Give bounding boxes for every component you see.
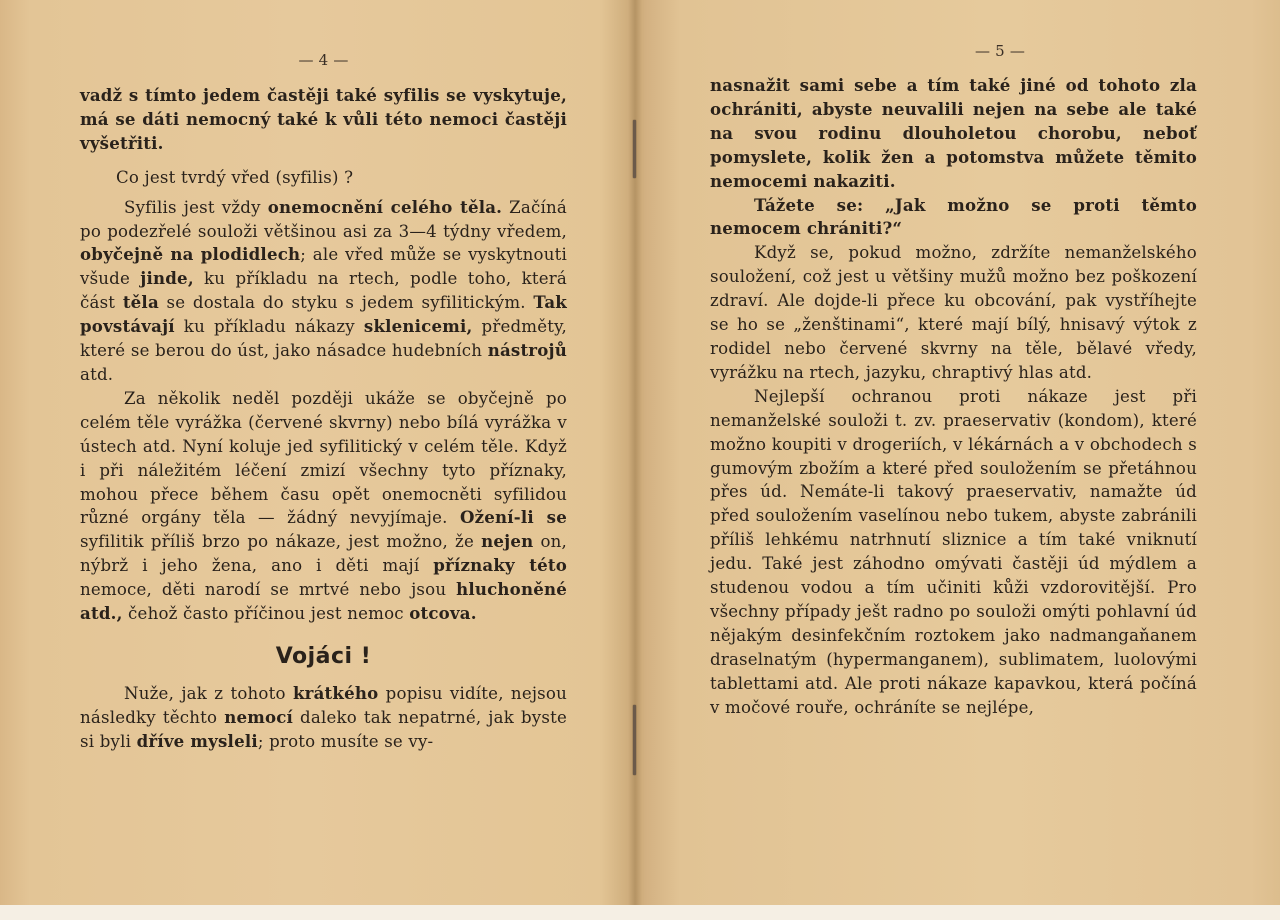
- bold-text: dříve mysleli: [136, 730, 258, 751]
- left-page: [80, 50, 567, 754]
- text: atd.: [80, 364, 114, 384]
- text: Začíná po podezřelé souloži většinou asi za 3—4 týdny vředem,: [80, 197, 567, 241]
- left-page-text: [80, 84, 567, 754]
- section-heading: [80, 642, 567, 672]
- text: se dostala do styku s jedem syfilitickým.: [158, 293, 534, 313]
- bold-text: nemocí: [224, 706, 294, 727]
- bold-text: sklenicemi,: [363, 316, 473, 337]
- text: předměty, které se berou do úst, jako násadce hudebních: [80, 317, 567, 361]
- text: syfilitik příliš brzo po nákaze, jest možno, že: [80, 532, 482, 552]
- bold-text: nasnažit sami sebe a tím také jiné od tohoto zla ochrániti, abyste neuvalili nejen na sebe ale také na svou rodinu dlouholetou chorobu, neboť pomyslete, kolik žen a potomstva můžete těmito nemocemi nakaziti.: [710, 75, 1197, 191]
- page-number: — 5 —: [975, 42, 1026, 60]
- bold-text: příznaky této: [433, 555, 567, 576]
- question-heading: [80, 166, 567, 190]
- paragraph: [710, 241, 1197, 384]
- bold-text: Tak povstávají: [80, 292, 567, 337]
- bold-text: otcova.: [409, 603, 477, 624]
- paragraph: [710, 74, 1197, 194]
- bold-text: těla: [122, 292, 159, 313]
- text: ku příkladu nákazy: [174, 317, 364, 337]
- text: Syfilis jest vždy: [124, 197, 268, 217]
- text: Za několik neděl později ukáže se obyčejně po celém těle vyrážka (červené skvrny) nebo bílá vyrážka v ústech atd. Nyní koluje jed syfilitický v celém těle. Když i při náležitém léčení zmizí všechny tyto příznaky, mohou přece během času opět onemocněti syfilidou různé orgány těla — žádný nevyjímaje.: [80, 388, 567, 528]
- staple-bottom: [633, 705, 636, 775]
- page-number: — 4 —: [298, 51, 349, 69]
- paragraph: [80, 196, 567, 387]
- paragraph: [80, 84, 567, 156]
- bold-text: hluchoněné atd.,: [80, 579, 567, 624]
- paragraph: [80, 387, 567, 626]
- bold-text: vadž s tímto jedem častěji také syfilis se vyskytuje, má se dáti nemocný také k vůli této nemoci častěji vyšetřiti.: [80, 85, 567, 153]
- text: ku příkladu na rtech, podle toho, která část: [80, 269, 567, 313]
- bold-text: Tážete se: „Jak možno se proti těmto nemocem chrániti?“: [710, 194, 1197, 239]
- bold-text: Ožení-li se: [459, 507, 567, 528]
- right-page: [710, 42, 1197, 719]
- text: Nejlepší ochranou proti nákaze jest při nemanželské souloži t. zv. praeservativ (kondom), které možno koupiti v drogeriích, v lékárnách a v obchodech s gumovým zbožím a které před souložením se přetáhnou přes úd. Nemáte-li takový praeservativ, namažte úd před souložením vaselínou nebo tukem, abyste zabránili příliš lehkému natrhnutí sliznice a tím také vniknutí jedu. Také jest záhodno omývati častěji úd mýdlem a studenou vodou a tím učiniti kůži vzdorovitější. Pro všechny případy ješt radno po souloži omýti pohlavní úd nějakým desinfekčním roztokem jako nadmangaňanem draselnatým (hypermanganem), sublimatem, luolovými tablettami atd. Ale proti nákaze kapavkou, která počíná v močové rouře, ochráníte se nejlépe,: [710, 386, 1197, 717]
- text: nemoce, děti narodí se mrtvé nebo jsou: [80, 580, 457, 600]
- bold-text: onemocnění celého těla.: [267, 196, 503, 217]
- text: čehož často příčinou jest nemoc: [122, 604, 410, 624]
- text: ; ale vřed může se vyskytnouti všude: [80, 245, 567, 289]
- text: daleko tak nepatrné, jak byste si byli: [80, 707, 567, 751]
- text: Co jest tvrdý vřed (syfilis) ?: [116, 167, 354, 187]
- text: ; proto musíte se vy-: [257, 731, 434, 751]
- text: Když se, pokud možno, zdržíte nemanželského souložení, což jest u většiny mužů možno bez poškození zdraví. Ale dojde-li přece ku obcování, pak vystříhejte se ho se „ženštinami“, které mají bílý, hnisavý výtok z rodidel nebo červené skvrny na těle, bělavé vředy, vyrážku na rtech, jazyku, chraptivý hlas atd.: [710, 243, 1197, 382]
- text: Nuže, jak z tohoto: [124, 683, 293, 703]
- paragraph: [710, 194, 1197, 242]
- bold-text: nástrojů: [487, 340, 567, 361]
- staple-top: [633, 120, 636, 178]
- right-page-text: [710, 74, 1197, 719]
- bold-text: jinde,: [140, 268, 194, 289]
- text: popisu vidíte, nejsou následky těchto: [80, 683, 567, 727]
- paragraph: [80, 682, 567, 754]
- bold-text: obyčejně na plodidlech: [80, 244, 301, 265]
- text: on, nýbrž i jeho žena, ano i děti mají: [80, 532, 568, 576]
- page-bottom-edge: [0, 905, 1280, 920]
- bold-text: nejen: [481, 531, 534, 552]
- bold-text: Vojáci !: [275, 643, 372, 669]
- bold-text: krátkého: [292, 682, 379, 703]
- paragraph: [710, 385, 1197, 720]
